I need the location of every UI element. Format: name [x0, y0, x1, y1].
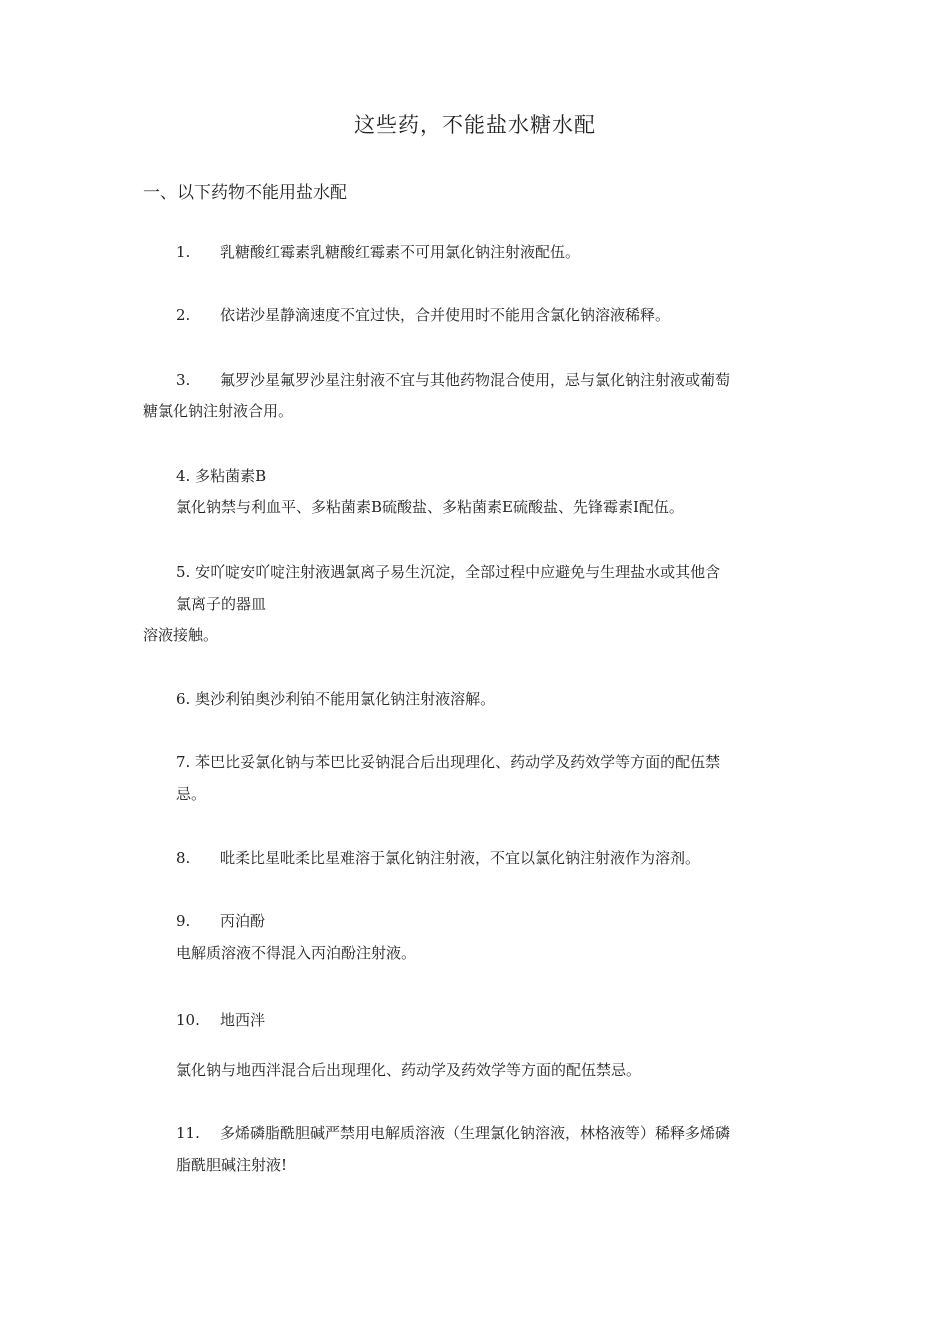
list-item: [176, 1122, 730, 1143]
list-item: [176, 847, 700, 868]
item-text: 7. 苯巴比妥氯化钠与苯巴比妥钠混合后出现理化、药动学及药效学等方面的配伍禁: [176, 753, 721, 771]
item-heading: 4. 多粘菌素B: [176, 467, 267, 485]
item-text: 吡柔比星吡柔比星难溶于氯化钠注射液，不宜以氯化钠注射液作为溶剂。: [220, 849, 701, 867]
item-number: 8.: [176, 849, 191, 867]
item-text-continued: 糖氯化钠注射液合用。: [143, 402, 294, 420]
list-item: [176, 304, 670, 325]
section-heading: 一、以下药物不能用盐水配: [143, 183, 347, 203]
item-text-continued: 氯离子的器皿: [176, 595, 267, 613]
item-text: 电解质溶液不得混入丙泊酚注射液。: [176, 944, 417, 962]
item-text: 氯化钠禁与利血平、多粘菌素B硫酸盐、多粘菌素E硫酸盐、先锋霉素Ⅰ配伍。: [176, 498, 684, 516]
item-heading: 地西泮: [220, 1011, 266, 1029]
item-number: 9.: [176, 912, 191, 930]
item-text: 6. 奥沙利铂奥沙利铂不能用氯化钠注射液溶解。: [176, 690, 496, 708]
list-item: [176, 369, 730, 390]
item-text: 氟罗沙星氟罗沙星注射液不宜与其他药物混合使用，忌与氯化钠注射液或葡萄: [220, 371, 731, 389]
item-text: 氯化钠与地西泮混合后出现理化、药动学及药效学等方面的配伍禁忌。: [176, 1061, 642, 1079]
document-title: 这些药，不能盐水糖水配: [354, 113, 596, 137]
item-text-continued: 忌。: [176, 785, 207, 803]
item-text: 依诺沙星静滴速度不宜过快，合并使用时不能用含氯化钠溶液稀释。: [220, 306, 671, 324]
item-number: 3.: [176, 371, 191, 389]
item-text: 5. 安吖啶安吖啶注射液遇氯离子易生沉淀，全部过程中应避免与生理盐水或其他含: [176, 563, 721, 581]
item-text-continued: 溶液接触。: [143, 626, 219, 644]
list-item: [176, 910, 265, 931]
item-number: 2.: [176, 306, 191, 324]
list-item: [176, 241, 580, 262]
item-number: 11.: [176, 1124, 200, 1142]
item-text: 多烯磷脂酰胆碱严禁用电解质溶液（生理氯化钠溶液，林格液等）稀释多烯磷: [220, 1124, 731, 1142]
item-heading: 丙泊酚: [220, 912, 266, 930]
item-text: 乳糖酸红霉素乳糖酸红霉素不可用氯化钠注射液配伍。: [220, 243, 581, 261]
list-item: [176, 1009, 265, 1030]
item-number: 10.: [176, 1011, 200, 1029]
item-number: 1.: [176, 243, 191, 261]
item-text-continued: 脂酰胆碱注射液!: [176, 1156, 288, 1174]
